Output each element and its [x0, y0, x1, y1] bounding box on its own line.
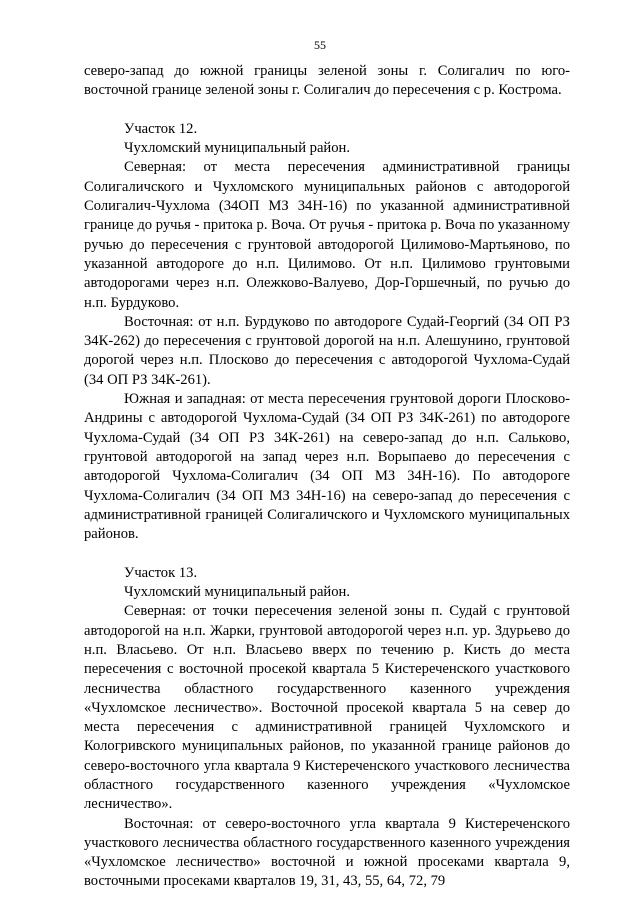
page-number: 55	[314, 38, 326, 52]
section-heading-12: Участок 12.	[124, 120, 198, 137]
document-body	[84, 62, 570, 892]
paragraph-east-12: Восточная: от н.п. Бурдуково по автодороге Судай-Георгий (34 ОП РЗ 34К-262) до пересечения с грунтовой дорогой на н.п. Алешунино, грунтовой дорогой через н.п. Плосково до пересечения с автодорогой Чухлома-Судай (34 ОП РЗ 34К-261).	[84, 313, 570, 388]
district-name-13: Чухломский муниципальный район.	[124, 584, 350, 601]
paragraph-north-13: Северная: от точки пересечения зеленой зоны п. Судай с грунтовой автодорогой на н.п. Жарки, грунтовой автодорогой через н.п. ур. Здурьево до н.п. Власьево. От н.п. Власьево вверх по течению р. Кисть до места пересечения с восточной просекой квартала 5 Кистереченского участкового лесничества областного государственного казенного учреждения «Чухломское лесничество». Восточной просекой квартала 5 на север до места пересечения с административной границей Чухломского и Кологривского муниципальных районов, по указанной границе районов до северо-восточного угла квартала 9 Кистереченского участкового лесничества областного государственного казенного учреждения «Чухломское лесничество».	[84, 603, 570, 813]
spacer	[84, 544, 570, 563]
district-name-12: Чухломский муниципальный район.	[124, 140, 350, 157]
paragraph-east-13: Восточная: от северо-восточного угла квартала 9 Кистереченского участкового лесничества областного государственного казенного учреждения «Чухломское лесничество» восточной и южной просеками квартала 9, восточными просеками кварталов 19, 31, 43, 55, 64, 72, 79	[84, 815, 570, 890]
paragraph-south-west-12: Южная и западная: от места пересечения грунтовой дороги Плосково-Андрины с автодорогой Чухлома-Судай (34 ОП РЗ 34К-261) по автодороге Чухлома-Судай (34 ОП РЗ 34К-261) на северо-запад до н.п. Сальково, грунтовой автодорогой на запад через н.п. Ворыпаево до пересечения с автодорогой Чухлома-Солигалич (34 ОП МЗ 34Н-16). По автодороге Чухлома-Солигалич (34 ОП МЗ 34Н-16) на северо-запад до пересечения с административной границей Солигаличского и Чухломского муниципальных районов.	[84, 391, 570, 543]
paragraph-continuation: северо-запад до южной границы зеленой зоны г. Солигалич по юго-восточной границе зеленой зоны г. Солигалич до пересечения с р. Кострома.	[84, 63, 570, 99]
paragraph-north-12: Северная: от места пересечения административной границы Солигаличского и Чухломского муниципальных районов с автодорогой Солигалич-Чухлома (34ОП МЗ 34Н-16) по указанной административной границе до ручья - притока р. Воча. От ручья - притока р. Воча по указанному ручью до пересечения с грунтовой автодорогой Цилимово-Мартьяново, по указанной автодороге до н.п. Цилимово. От н.п. Цилимово грунтовыми автодорогами через н.п. Олежково-Валуево, Дор-Горшечный, по ручью до н.п. Бурдуково.	[84, 159, 570, 311]
section-heading-13: Участок 13.	[124, 564, 198, 581]
spacer	[84, 101, 570, 120]
